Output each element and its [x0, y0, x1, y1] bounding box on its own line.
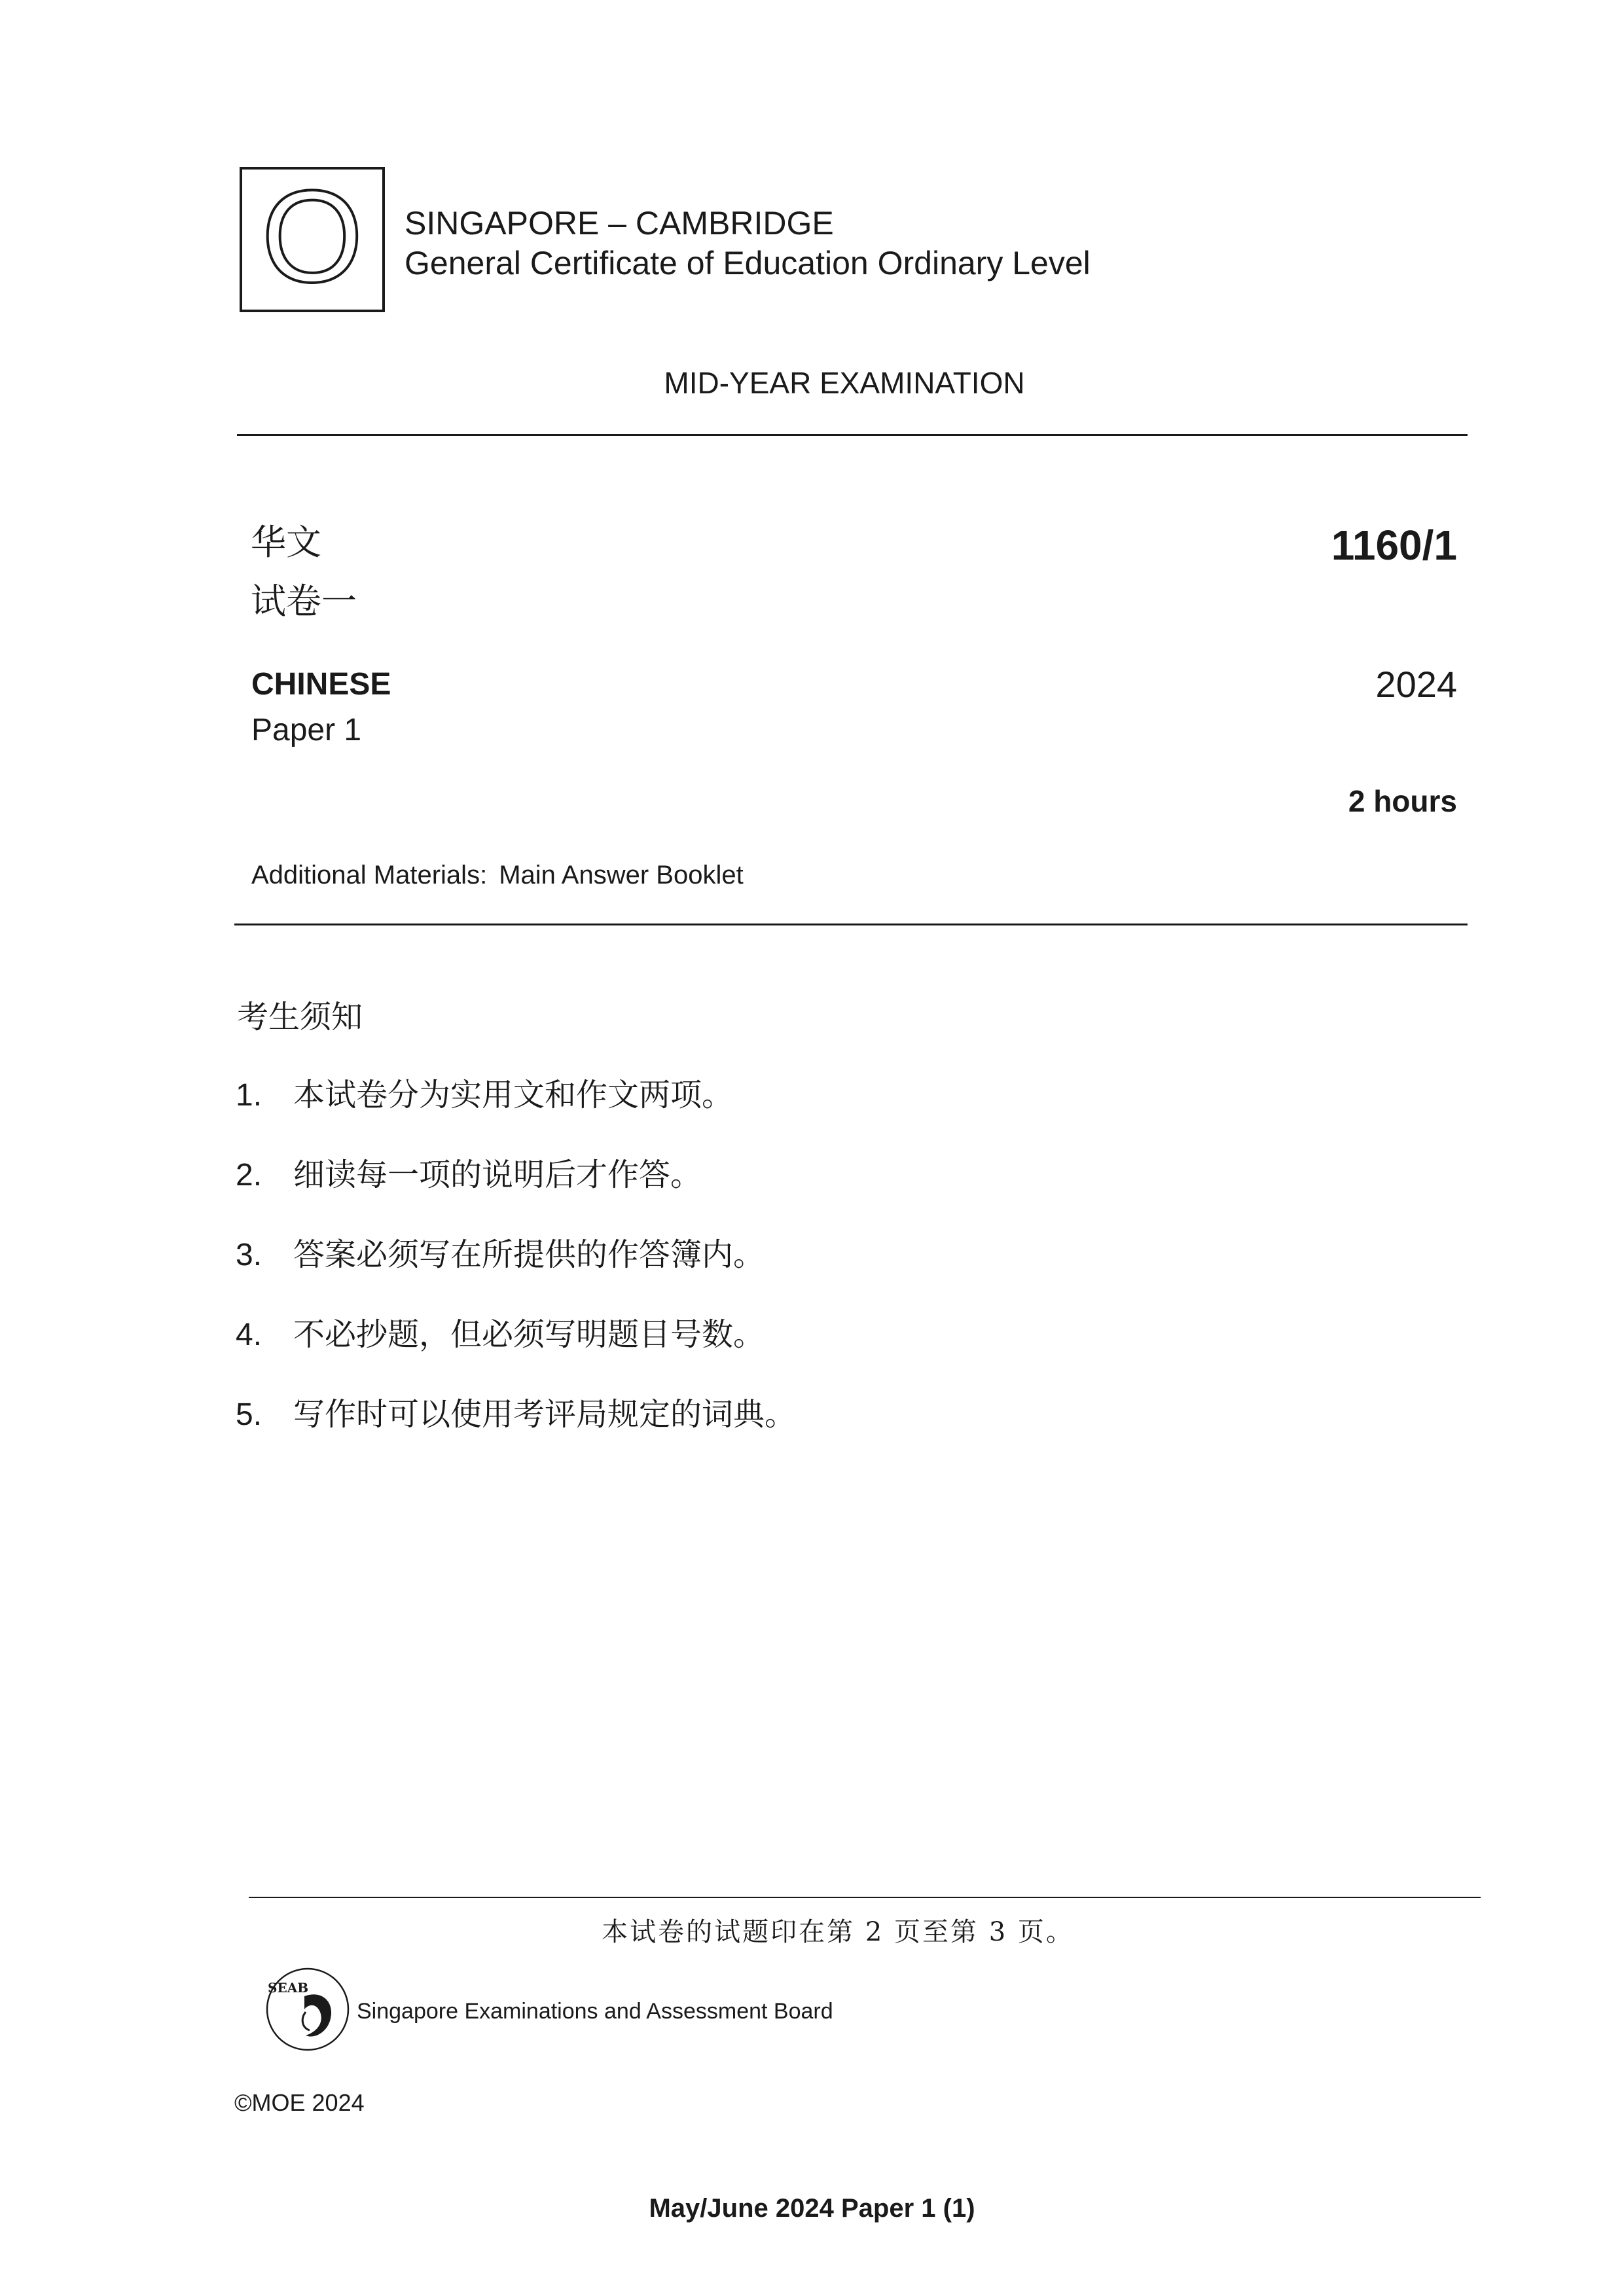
instructions-heading: 考生须知: [237, 999, 363, 1035]
level-letter: O: [261, 164, 363, 310]
instruction-text: 不必抄题，但必须写明题目号数。: [293, 1316, 765, 1353]
instruction-text: 写作时可以使用考评局规定的词典。: [293, 1396, 797, 1433]
seab-logo-text: SEAB: [268, 1980, 309, 1996]
subject-name-zh: 华文: [251, 522, 321, 563]
instruction-item: [236, 1069, 733, 1115]
instruction-number: 5.: [236, 1397, 262, 1432]
header-divider: [237, 434, 1468, 436]
instruction-text: 细读每一项的说明后才作答。: [293, 1157, 702, 1193]
footer-divider: [249, 1897, 1481, 1898]
instruction-item: [236, 1389, 796, 1434]
instruction-number: 4.: [236, 1318, 262, 1352]
subject-name-en: CHINESE: [251, 667, 391, 702]
instruction-number: 3.: [236, 1238, 262, 1272]
syllabus-code: 1160/1: [1331, 522, 1457, 569]
subject-divider: [234, 924, 1468, 925]
instruction-item: [236, 1229, 765, 1274]
board-name: Singapore Examinations and Assessment Board: [357, 1999, 833, 2024]
exam-type: MID-YEAR EXAMINATION: [664, 366, 1025, 400]
instruction-item: [236, 1309, 765, 1354]
materials-value: Main Answer Booklet: [499, 861, 744, 889]
exam-duration: 2 hours: [1348, 784, 1457, 818]
session-label: May/June 2024 Paper 1 (1): [649, 2194, 975, 2223]
certificate-title: General Certificate of Education Ordinary Level: [405, 245, 1091, 281]
instruction-number: 2.: [236, 1158, 262, 1193]
instruction-text: 本试卷分为实用文和作文两项。: [293, 1077, 734, 1113]
instruction-item: [236, 1149, 702, 1194]
materials-label: Additional Materials:: [251, 861, 488, 889]
seab-logo: [259, 1958, 357, 2056]
exam-board-title: SINGAPORE – CAMBRIDGE: [405, 205, 834, 242]
pages-note: 本试卷的试题印在第 2 页至第 3 页。: [602, 1917, 1074, 1947]
instruction-number: 1.: [236, 1078, 262, 1113]
instruction-text: 答案必须写在所提供的作答簿内。: [293, 1236, 765, 1273]
additional-materials: [251, 861, 744, 890]
copyright: ©MOE 2024: [234, 2089, 365, 2116]
paper-name-en: Paper 1: [251, 713, 362, 747]
exam-year: 2024: [1375, 664, 1457, 705]
paper-name-zh: 试卷一: [251, 581, 357, 622]
level-o-box: [240, 164, 385, 312]
